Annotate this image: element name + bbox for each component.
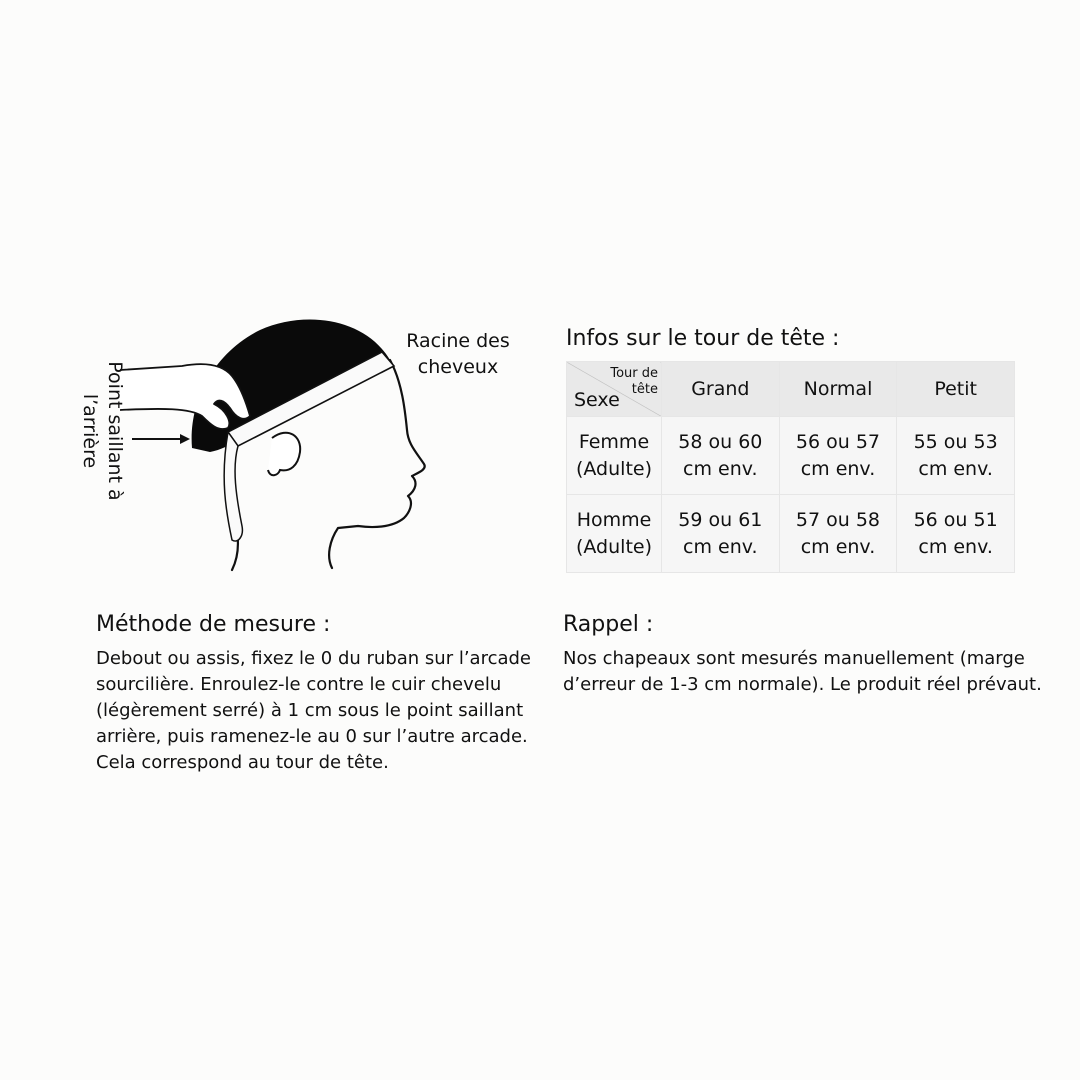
table-cell — [662, 417, 780, 495]
method-line: Debout ou assis, fixez le 0 du ruban sur l’arcade — [96, 648, 532, 669]
size-table-title: Infos sur le tour de tête : — [566, 326, 840, 351]
column-header-normal: Normal — [779, 362, 897, 417]
cell-unit: cm env. — [800, 535, 876, 558]
table-cell — [779, 417, 897, 495]
cell-value: 59 ou 61 — [678, 508, 763, 531]
corner-head-size-line2: tête — [631, 382, 658, 397]
back-point-callout-line1: Point saillant à — [104, 361, 126, 501]
method-line: arrière, puis ramenez-le au 0 sur l’autre arcade. — [96, 726, 528, 747]
row-label-line1: Femme — [578, 430, 650, 453]
size-table — [566, 361, 1015, 573]
method-line: Cela correspond au tour de tête. — [96, 752, 389, 773]
cell-unit: cm env. — [918, 457, 993, 480]
method-title: Méthode de mesure : — [96, 612, 331, 637]
back-point-callout-line2: l’arrière — [79, 393, 101, 469]
method-text — [96, 646, 541, 776]
row-label-line2: (Adulte) — [575, 457, 652, 480]
cell-value: 57 ou 58 — [795, 508, 881, 531]
method-line: (légèrement serré) à 1 cm sous le point saillant — [96, 700, 524, 721]
corner-sex-label: Sexe — [574, 389, 620, 411]
cell-value: 58 ou 60 — [678, 430, 763, 453]
back-point-callout-rotated — [77, 346, 127, 516]
row-label-femme — [567, 417, 662, 495]
cell-value: 56 ou 51 — [913, 508, 998, 531]
table-cell — [779, 495, 897, 573]
cell-unit: cm env. — [918, 535, 993, 558]
row-label-line1: Homme — [576, 508, 652, 531]
ear-shape — [268, 433, 300, 476]
column-header-grand: Grand — [662, 362, 780, 417]
hairline-callout — [398, 328, 518, 380]
tape-end — [224, 432, 242, 541]
row-label-line2: (Adulte) — [575, 535, 652, 558]
table-cell — [897, 417, 1015, 495]
table-cell — [897, 495, 1015, 573]
table-cell — [662, 495, 780, 573]
hairline-callout-line2: cheveux — [417, 356, 499, 378]
cell-unit: cm env. — [683, 535, 758, 558]
method-line: sourcilière. Enroulez-le contre le cuir chevelu — [96, 674, 502, 695]
corner-head-size-line1: Tour de — [610, 366, 658, 381]
reminder-line: Nos chapeaux sont mesurés manuellement (marge — [563, 648, 1025, 669]
row-label-homme — [567, 495, 662, 573]
reminder-text — [563, 646, 1053, 698]
reminder-line: d’erreur de 1-3 cm normale). Le produit réel prévaut. — [563, 674, 1042, 695]
back-point-callout — [14, 348, 174, 508]
cell-value: 55 ou 53 — [913, 430, 998, 453]
size-table-corner-cell — [567, 362, 662, 417]
cell-unit: cm env. — [800, 457, 876, 480]
table-row-homme — [567, 495, 1015, 573]
table-row-femme — [567, 417, 1015, 495]
hairline-callout-line1: Racine des — [406, 330, 510, 352]
back-point-arrow-head — [180, 434, 190, 444]
column-header-petit: Petit — [897, 362, 1015, 417]
size-table-header-row — [567, 362, 1015, 417]
reminder-title: Rappel : — [563, 612, 654, 637]
cell-value: 56 ou 57 — [795, 430, 881, 453]
cell-unit: cm env. — [683, 457, 758, 480]
